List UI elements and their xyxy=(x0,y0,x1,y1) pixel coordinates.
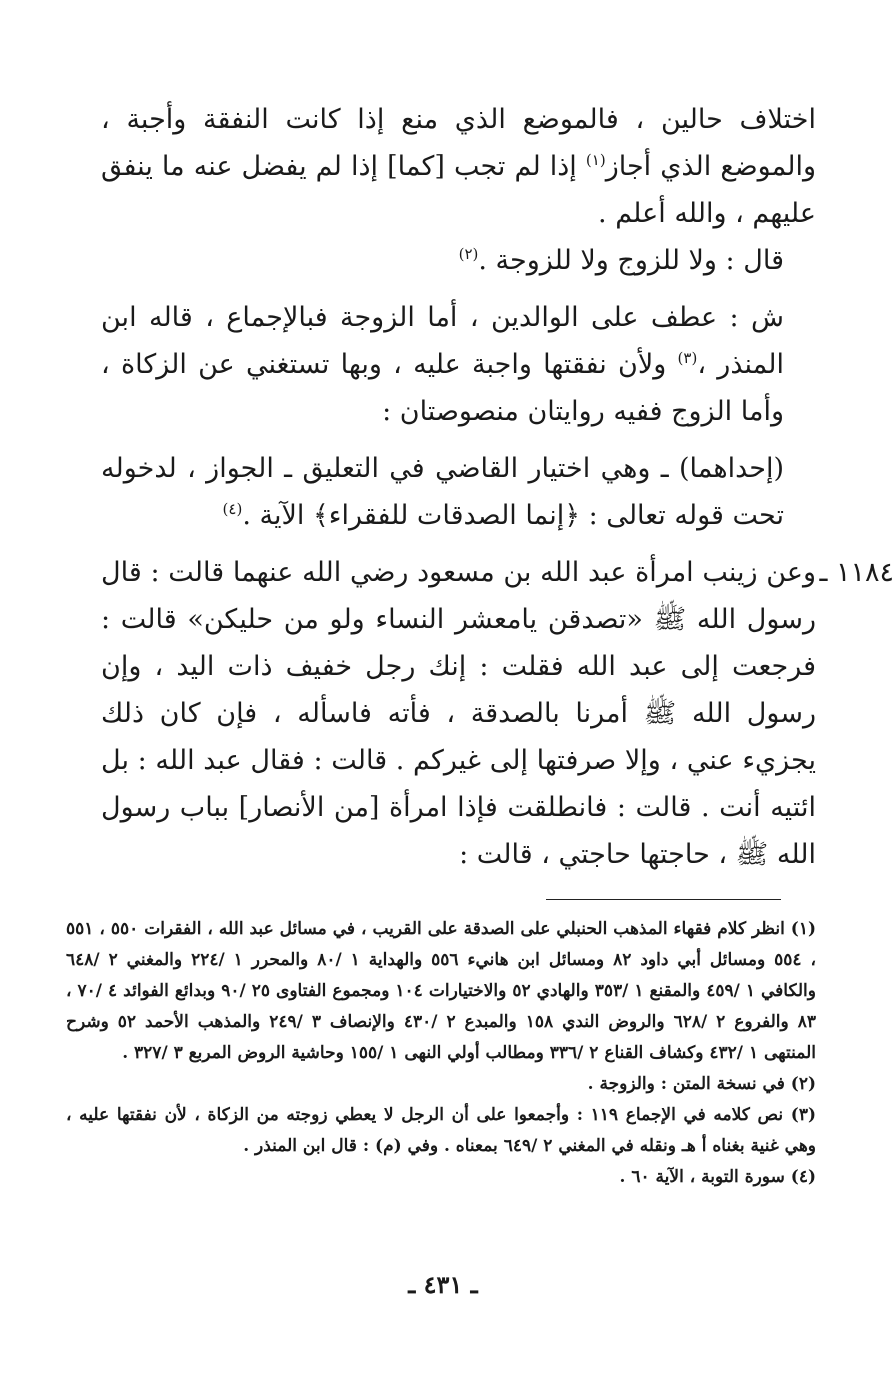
paragraph-2: قال : ولا للزوج ولا للزوجة .$^{(٢)}$ xyxy=(458,245,784,276)
footnote-2: (٢) في نسخة المتن : والزوجة . xyxy=(587,1074,816,1094)
footnote-ref-4: (٤) xyxy=(222,500,243,518)
footnote-ref-2: (٢) xyxy=(458,245,479,263)
paragraph-1: اختلاف حالين ، فالموضع الذي منع إذا كانت النفقة وأجبة ، والموضع الذي أجاز$^{(١)}$ إذا لم تجب [كما] إذا لم يفضل عنه ما ينفق عليهم ، والله أعلم . xyxy=(101,104,817,229)
paragraph-4: (إحداهما) ـ وهي اختيار القاضي في التعليق ـ الجواز ، لدخوله تحت قوله تعالى : ﴿إنما الصدقات للفقراء﴾ الآية .$^{(٤)}$ xyxy=(101,453,784,531)
footnote-1: (١) انظر كلام فقهاء المذهب الحنبلي على الصدقة على القريب ، في مسائل عبد الله ، الفقرات ٥٥٠ ، ٥٥١ ، ٥٥٤ ومسائل أبي داود ٨٢ ومسائل ابن هانيء ٥٥٦ والهداية ١ /٨٠ والمحرر ١ /٢٢٤ والمغني ٢ /٦٤٨ والكافي ١ /٤٥٩ والمقنع ١ /٣٥٣ والهادي ٥٢ والاختيارات ١٠٤ ومجموع الفتاوى ٢٥ /٩٠ وبدائع الفوائد ٤ /٧٠ ، ٨٣ والفروع ٢ /٦٢٨ والروض الندي ١٥٨ والمبدع ٢ /٤٣٠ والإنصاف ٣ /٢٤٩ والمذهب الأحمد ٥٢ وشرح المنتهى ١ /٤٣٢ وكشاف القناع ٢ /٣٣٦ ومطالب أولي النهى ١ /١٥٥ وحاشية الروض المربع ٣ /٣٢٧ . xyxy=(66,919,817,1063)
paragraph-3: ش : عطف على الوالدين ، أما الزوجة فبالإجماع ، قاله ابن المنذر ،$^{(٣)}$ ولأن نفقتها واجبة عليه ، وبها تستغني عن الزكاة ، وأما الزوج ففيه روايتان منصوصتان : xyxy=(101,302,784,427)
footnote-3: (٣) نص كلامه في الإجماع ١١٩ : وأجمعوا على أن الرجل لا يعطي زوجته من الزكاة ، لأن نفقتها عليه ، وهي غنية بغناه أ هـ ونقله في المغني ٢ /٦٤٩ بمعناه . وفي (م) : قال ابن المنذر . xyxy=(66,1105,817,1156)
page-number: ـ ٤٣١ ـ xyxy=(408,1270,478,1299)
hadith-number: ١١٨٤ ـ xyxy=(819,557,894,588)
footnote-4: (٤) سورة التوبة ، الآية ٦٠ . xyxy=(619,1167,816,1187)
footnote-ref-3: (٣) xyxy=(677,349,698,367)
footnote-divider xyxy=(546,899,781,900)
footnotes xyxy=(66,914,816,1193)
hadith-paragraph: ١١٨٤ ـ وعن زينب امرأة عبد الله بن مسعود رضي الله عنهما قالت : قال رسول الله ﷺ «تصدقن يامعشر النساء ولو من حليكن» قالت : فرجعت إلى عبد الله فقلت : إنك رجل خفيف ذات اليد ، وإن رسول الله ﷺ أمرنا بالصدقة ، فأته فاسأله ، فإن كان ذلك يجزيء عني ، وإلا صرفتها إلى غيركم . قالت : فقال عبد الله : بل ائتيه أنت . قالت : فانطلقت فإذا امرأة [من الأنصار] بباب رسول الله ﷺ ، حاجتها حاجتي ، قالت : xyxy=(101,549,816,878)
main-text xyxy=(101,96,894,878)
footnote-ref-1: (١) xyxy=(585,151,606,169)
